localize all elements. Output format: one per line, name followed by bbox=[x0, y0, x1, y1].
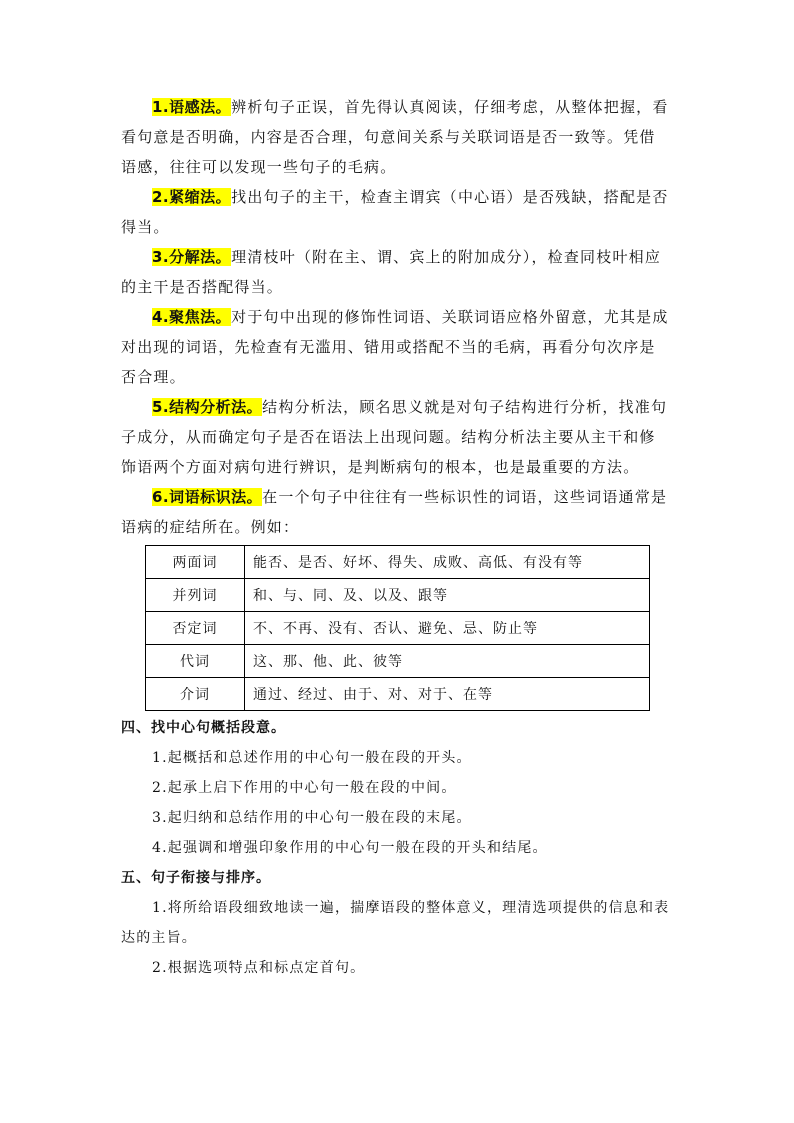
section-4-heading: 四、找中心句概括段意。 bbox=[121, 720, 286, 736]
method-6-paragraph bbox=[121, 482, 671, 542]
method-5-paragraph bbox=[121, 392, 671, 482]
table-row bbox=[146, 579, 650, 612]
word-examples: 能否、是否、好坏、得失、成败、高低、有没有等 bbox=[245, 546, 650, 579]
method-4-text: 对于句中出现的修饰性词语、关联词语应格外留意，尤其是成对出现的词语，先检查有无滥用、错用或搭配不当的毛病，再看分句次序是否合理。 bbox=[121, 308, 669, 386]
method-1-paragraph bbox=[121, 92, 671, 182]
method-6-text: 在一个句子中往往有一些标识性的词语，这些词语通常是语病的症结所在。例如： bbox=[121, 488, 668, 536]
word-category: 代词 bbox=[146, 645, 245, 678]
method-3-title: 3.分解法。 bbox=[152, 248, 232, 266]
word-examples: 通过、经过、由于、对、对于、在等 bbox=[245, 678, 650, 711]
table-row bbox=[146, 678, 650, 711]
list-item: 1.将所给语段细致地读一遍，揣摩语段的整体意义，理清选项提供的信息和表达的主旨。 bbox=[121, 900, 670, 946]
list-item: 2.根据选项特点和标点定首句。 bbox=[152, 960, 366, 976]
word-category: 介词 bbox=[146, 678, 245, 711]
word-category: 否定词 bbox=[146, 612, 245, 645]
word-examples: 和、与、同、及、以及、跟等 bbox=[245, 579, 650, 612]
document-page bbox=[121, 92, 671, 983]
table-row bbox=[146, 546, 650, 579]
marker-words-table bbox=[145, 545, 650, 711]
list-item: 1.起概括和总述作用的中心句一般在段的开头。 bbox=[152, 750, 472, 766]
method-5-title: 5.结构分析法。 bbox=[152, 398, 263, 416]
section-5-heading: 五、句子衔接与排序。 bbox=[121, 870, 271, 886]
method-3-text: 理清枝叶（附在主、谓、宾上的附加成分），检查同枝叶相应的主干是否搭配得当。 bbox=[121, 248, 662, 296]
method-2-text: 找出句子的主干，检查主谓宾（中心语）是否残缺，搭配是否得当。 bbox=[121, 188, 669, 236]
table-row bbox=[146, 645, 650, 678]
method-4-paragraph bbox=[121, 302, 671, 392]
word-category: 两面词 bbox=[146, 546, 245, 579]
method-4-title: 4.聚焦法。 bbox=[152, 308, 232, 326]
method-6-title: 6.词语标识法。 bbox=[152, 488, 263, 506]
list-item: 4.起强调和增强印象作用的中心句一般在段的开头和结尾。 bbox=[152, 840, 548, 856]
method-2-title: 2.紧缩法。 bbox=[152, 188, 232, 206]
method-1-text: 辨析句子正误，首先得认真阅读，仔细考虑，从整体把握，看看句意是否明确，内容是否合理，句意间关系与关联词语是否一致等。凭借语感，往往可以发现一些句子的毛病。 bbox=[121, 98, 669, 176]
list-item: 3.起归纳和总结作用的中心句一般在段的末尾。 bbox=[152, 810, 472, 826]
word-examples: 这、那、他、此、彼等 bbox=[245, 645, 650, 678]
table-row bbox=[146, 612, 650, 645]
method-1-title: 1.语感法。 bbox=[152, 98, 232, 116]
method-2-paragraph bbox=[121, 182, 671, 242]
list-item: 2.起承上启下作用的中心句一般在段的中间。 bbox=[152, 780, 457, 796]
word-category: 并列词 bbox=[146, 579, 245, 612]
word-examples: 不、不再、没有、否认、避免、忌、防止等 bbox=[245, 612, 650, 645]
method-3-paragraph bbox=[121, 242, 671, 302]
method-5-text: 结构分析法，顾名思义就是对句子结构进行分析，找准句子成分，从而确定句子是否在语法上出现问题。结构分析法主要从主干和修饰语两个方面对病句进行辨识，是判断病句的根本，也是最重要的方法。 bbox=[121, 398, 668, 476]
